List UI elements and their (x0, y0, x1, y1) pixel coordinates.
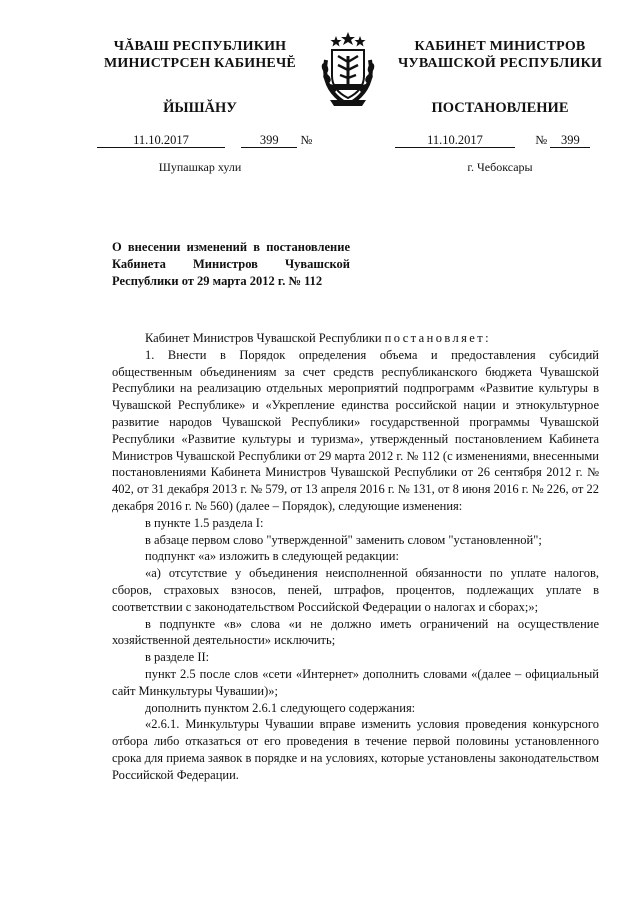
org-name-chuvash-line-2: МИНИСТРСЕН КАБИНЕЧĔ (104, 56, 296, 71)
body-paragraph: в пункте 1.5 раздела I: (145, 515, 264, 530)
number-sign-left: № (300, 133, 313, 147)
registration-date-left: 11.10.2017 (97, 133, 225, 148)
doc-type-chuvash: ЙЫШĂНУ (163, 100, 237, 116)
body-paragraph: «2.6.1. Минкультуры Чувашии вправе изменить условия проведения конкурсного отбора либо отказаться от его проведения в течение первой половины установленного срока для приема заявок в порядке и на условиях, которые установлены законодательством Российской Федерации. (112, 717, 599, 782)
registration-left (97, 133, 312, 148)
org-name-russian (385, 38, 615, 72)
org-name-russian-line-1: КАБИНЕТ МИНИСТРОВ (414, 39, 586, 54)
body-paragraph: «а) отсутствие у объединения неисполненной обязанности по уплате налогов, сборов, страховых взносов, пеней, штрафов, процентов, подлежащих уплате в соответствии с законодательством Российской Федерации о налогах и сборах;»; (112, 566, 599, 614)
body-paragraph: 1. Внести в Порядок определения объема и предоставления субсидий общественным объединениям за счет средств республиканского бюджета Чувашской Республики на реализацию отдельных мероприятий подпрограмм «Развитие культуры в Чувашской Республике» и «Укрепление единства российской нации и этнокультурное развитие народов Чувашской Республики» государственной программы Чувашской Республики «Развитие культуры и туризма», утвержденный постановлением Кабинета Министров Чувашской Республики от 29 марта 2012 г. № 112 (с изменениями, внесенными постановлениями Кабинета Министров Чувашской Республики от 26 сентября 2012 г. № 402, от 31 декабря 2013 г. № 579, от 13 апреля 2016 г. № 131, от 8 июня 2016 г. № 226, от 22 декабря 2016 г. № 560) (далее – Порядок), следующие изменения: (112, 347, 599, 513)
chuvash-coat-of-arms-icon (316, 30, 380, 110)
document-subject: О внесении изменений в постановление Кабинета Министров Чувашской Республики от 29 марта 2012 г. № 112 (112, 240, 350, 288)
body-paragraph: в разделе II: (145, 650, 210, 665)
body-paragraph: подпункт «а» изложить в следующей редакции: (145, 549, 399, 564)
org-name-chuvash (95, 38, 305, 72)
org-name-russian-line-2: ЧУВАШСКОЙ РЕСПУБЛИКИ (397, 56, 603, 71)
body-intro (112, 330, 599, 347)
registration-number-right: 399 (550, 133, 590, 148)
registration-right (395, 133, 590, 148)
org-name-chuvash-line-1: ЧĂВАШ РЕСПУБЛИКИН (113, 39, 287, 54)
registration-number-left: 399 (241, 133, 297, 148)
place-russian: г. Чебоксары (467, 160, 533, 174)
body-paragraph: в абзаце первом слово "утвержденной" заменить словом "установленной"; (145, 532, 542, 547)
place-chuvash: Шупашкар хули (158, 160, 242, 174)
registration-date-right: 11.10.2017 (395, 133, 515, 148)
body-paragraph: пункт 2.5 после слов «сети «Интернет» дополнить словами «(далее – официальный сайт Минкультуры Чувашии)»; (112, 666, 599, 698)
document-body (112, 330, 599, 784)
doc-type-russian: ПОСТАНОВЛЕНИЕ (431, 100, 569, 116)
intro-verb: постановляет: (384, 331, 491, 345)
intro-lead: Кабинет Министров Чувашской Республики (145, 331, 382, 345)
body-paragraph: в подпункте «в» слова «и не должно иметь ограничений на осуществление хозяйственной деятельности» исключить; (112, 616, 599, 648)
body-paragraph: дополнить пунктом 2.6.1 следующего содержания: (145, 700, 416, 715)
number-sign-right: № (535, 133, 548, 147)
